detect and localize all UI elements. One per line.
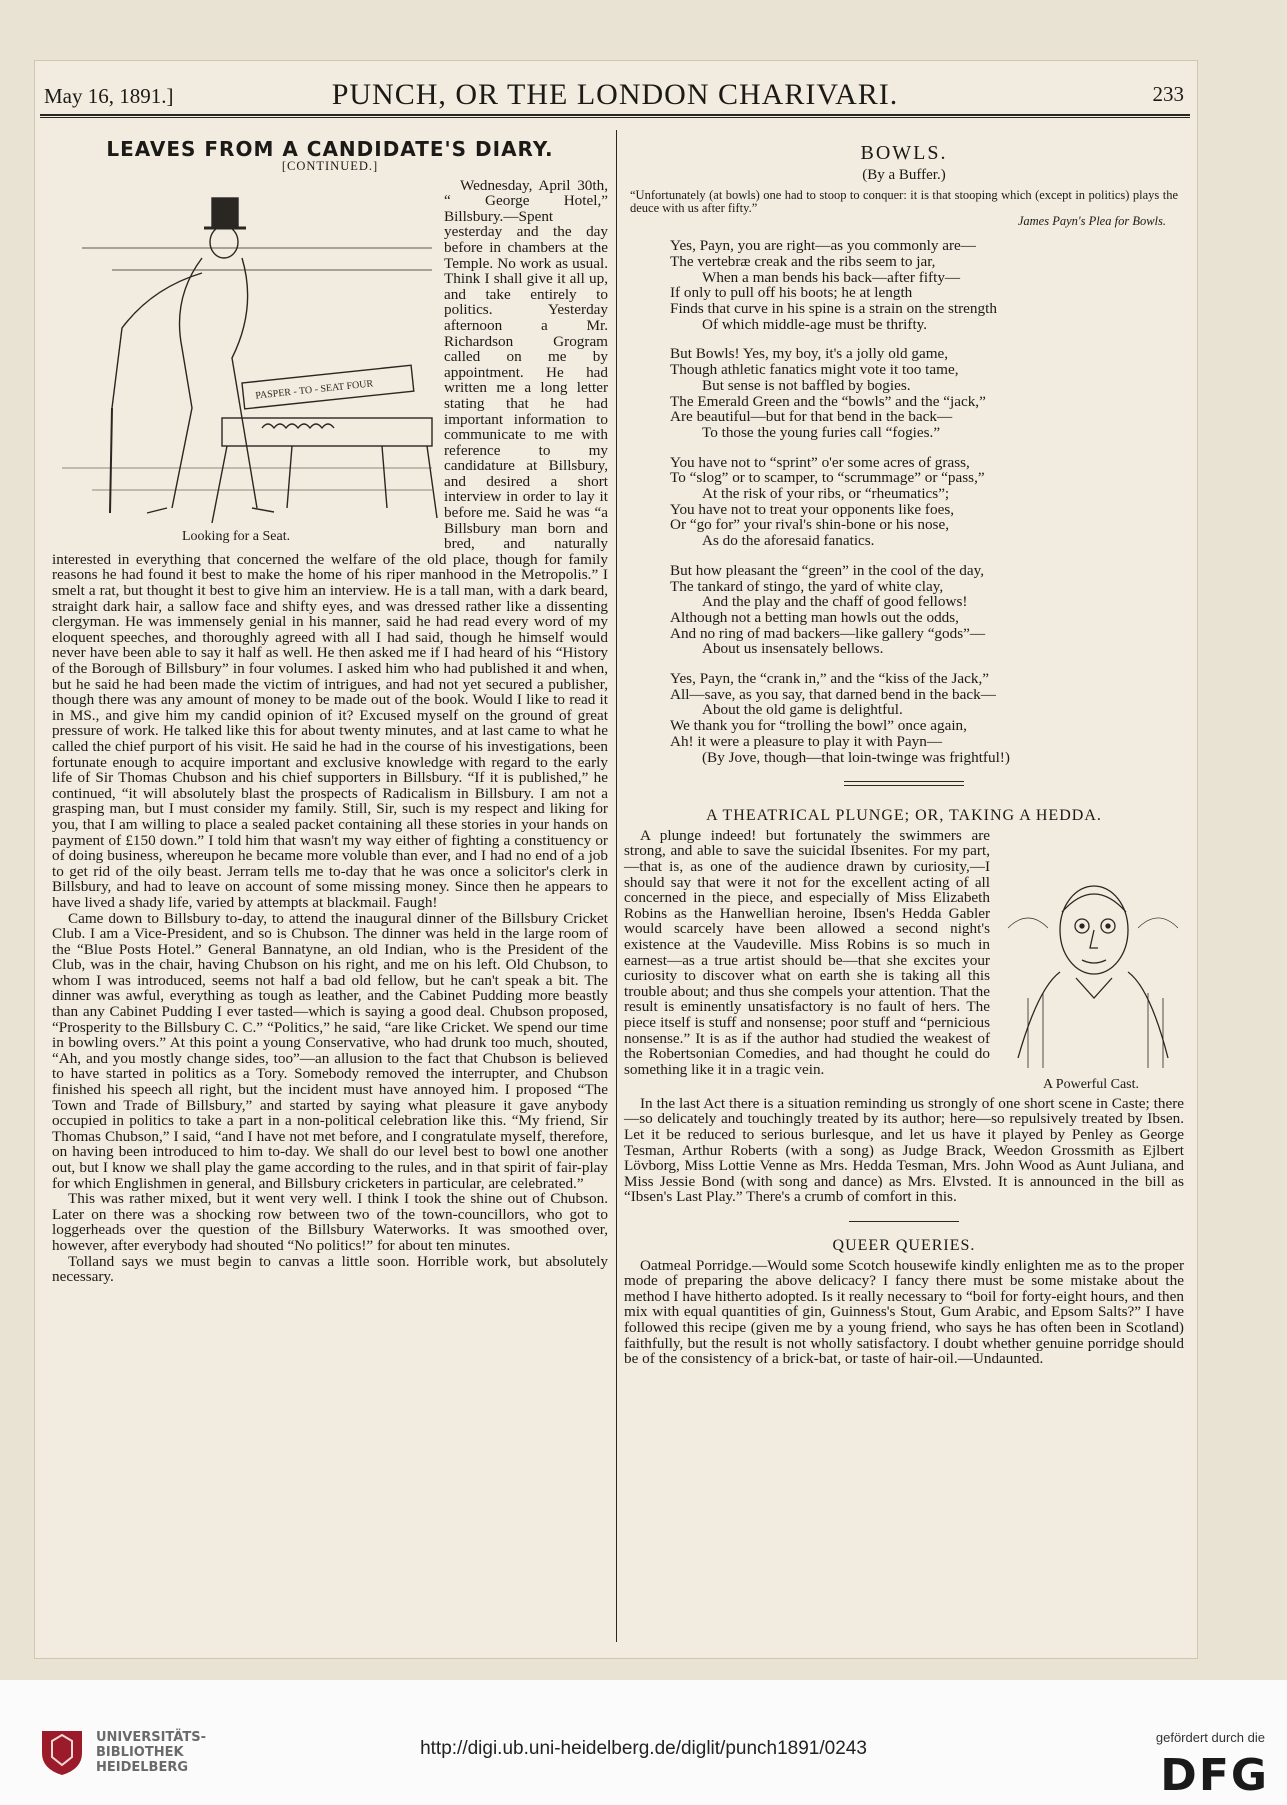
figure-caption-seat: Looking for a Seat. [182,529,291,545]
portrait-drawing [998,868,1184,1074]
header-rule-thin [40,117,1190,118]
poem-line: Although not a betting man howls out the odds, [670,608,959,626]
poem-line: (By Jove, though—that loin-twinge was frightful!) [702,748,1010,766]
stanza-5 [670,671,1184,765]
poem-line: When a man bends his back—after fifty— [702,268,961,286]
theatrical-title: A THEATRICAL PLUNGE; OR, TAKING A HEDDA. [706,807,1102,825]
old-man-bench-drawing [52,178,438,530]
poem-line: Yes, Payn, the “crank in,” and the “kiss of the Jack,” [670,670,989,688]
page-number: 233 [1152,82,1184,106]
illustration-powerful-cast [998,868,1184,1094]
poem-line: At the risk of your ribs, or “rheumatics”; [702,485,950,503]
stanza-2 [670,346,1184,440]
poem-line: To “slog” or to scamper, to “scrummage” or “pass,” [670,469,985,487]
poem-line: But sense is not baffled by bogies. [702,376,911,394]
article-candidates-diary [52,137,608,1286]
poem-line: If only to pull off his boots; he at length [670,284,913,302]
poem-line: The vertebræ creak and the ribs seem to jar, [670,252,936,270]
diary-paragraph-4: Tolland says we must begin to canvas a little soon. Horrible work, but absolutely necessary. [52,1252,608,1286]
dfg-logo: DFG [1160,1750,1269,1801]
poem-line: To those the young furies call “fogies.” [702,423,941,441]
poem-line: Or “go for” your rival's shin-bone or his nose, [670,516,950,534]
institution-line: HEIDELBERG [96,1760,189,1775]
continued-label: [CONTINUED.] [281,158,379,173]
column-divider [616,130,617,1642]
poem-line: Yes, Payn, you are right—as you commonly are— [670,237,976,255]
poem-line: But how pleasant the “green” in the cool of the day, [670,561,985,579]
poem-line: About the old game is delightful. [702,701,903,719]
diary-paragraph-2: Came down to Billsbury to-day, to attend the inaugural dinner of the Billsbury Cricket Club. I am a Vice-President, and so is Chubson. The dinner was held in the large room of the “Blue Posts Hotel.” General Bannatyne, an old Indian, who is the President of the Club, was in the chair, having Chubson on his right, and me on his left. Old Chubson, to whom I was introduced, seems not half a bad old fellow, but he can't speak a bit. The dinner was awful, everything as tough as leather, and the Cabinet Pudding more beastly than any Cabinet Pudding I ever tasted—which is saying a good deal. Chubson proposed, “Prosperity to the Billsbury C. C.” “Politics,” he said, “are like Cricket. We spend our time in bowling overs.” At this point a young Conservative, who had drunk too much, shouted, “Ah, and you mostly change sides, too”—an allusion to the fact that Chubson is believed to have started in politics as a Tory. Somebody removed the interrupter, and Chubson finished his speech all right, but the incident must have annoyed him. I proposed “The Town and Trade of Billsbury,” and started by saying what pleasure it gave anybody occupied in politics to take a part in a non-political celebration like this. “My friend, Sir Thomas Chubson,” I said, “and I have not met before, and I congratulate myself, therefore, on having been introduced to him to-day. We shall do our level best to bowl one another out, but I know we shall play the game according to the rules, and in that spirit of fair-play for which Englishmen in general, and Billsbury cricketers in particular, are celebrated.” [52,909,608,1192]
issue-date: May 16, 1891.] [44,84,174,108]
digitization-footer [0,1680,1287,1805]
page-header [40,70,1190,114]
poem-line: As do the aforesaid fanatics. [702,532,875,550]
stanza-3 [670,455,1184,549]
queer-queries-title: QUEER QUERIES. [832,1237,976,1255]
stanza-1 [670,238,1184,332]
poem-line: Are beautiful—but for that bend in the back— [670,408,953,426]
masthead-title: PUNCH, OR THE LONDON CHARIVARI. [331,78,899,111]
article-title: LEAVES FROM A CANDIDATE'S DIARY. [106,137,554,161]
poem-line: Finds that curve in his spine is a strain on the strength [670,300,997,317]
poem-line: The Emerald Green and the “bowls” and the “jack,” [670,392,986,410]
article-bowls [624,142,1184,1367]
institution-line: BIBLIOTHEK [96,1745,184,1760]
theatrical-paragraph-1: A plunge indeed! but fortunately the swimmers are strong, and able to save the suicidal Ibsenites. For my part,—that is, as one of the audience drawn by curiosity,—I should say that were it not for the excellent acting of all concerned in the piece, and especially of Miss Elizabeth Robins as the Hanwellian heroine, Ibsen's Hedda Gabler would scarcely have been allowed a second night's existence at the Vaudeville. Miss Robins is so much in earnest—as a true artist should be—that she excites your curiosity to discover what on earth she is taking all this trouble about; and thus she compels your attention. That the result is eminently unsatisfactory is no fault of hers. The piece itself is stuff and nonsense; poor stuff and “pernicious nonsense.” It is as if the author had studied the weakest of the Robertsonian Comedies, and had thought he could do something like it in a tragic vein. [624,826,990,1078]
poem-line: The tankard of stingo, the yard of white clay, [670,577,944,595]
bowls-epigraph: “Unfortunately (at bowls) one had to stoop to conquer: it is that stooping which (except in politics) plays the deuce with us after fifty.” [630,188,1178,216]
stanza-4 [670,563,1184,657]
figure-caption-cast: A Powerful Cast. [1042,1077,1140,1093]
diary-paragraph-1: Wednesday, April 30th, “ George Hotel,” Billsbury.—Spent yesterday and the day before in chambers at the Temple. No work as usual. Think I shall give it all up, and take entirely to politics. Yesterday afternoon a Mr. Richardson Grogram called on me by appointment. He had written me a long letter stating that he had important information to communicate to me with reference to my candidature at Billsbury, and desired a short interview in order to lay it before me. Said he was “a Billsbury man born and bred, and naturally interested in everything that concerned the welfare of the old place, though for family reasons he had found it best to make the home of his riper manhood in the Metropolis.” I smelt a rat, but thought it best to give him an interview. He is a tall man, with a dark beard, straight dark hair, a sallow face and shifty eyes, and was dressed rather like a dissenting clergyman. He was immensely genial in his manner, said he had read every word of my eloquent speeches, and thoroughly agreed with all I had said, though he himself would never have been able to say it half as well. He then asked me if I had heard of his “History of the Borough of Billsbury” in four volumes. I asked him who had published it and when, but he said he had been made the victim of intrigues, and had not yet secured a publisher, though there was any amount of money to be made out of the book. Would I like to read it in MS., and give him my candid opinion of it? Excused myself on the ground of great pressure of work. He talked like this for about twenty minutes, and at last came to what he called the chief purport of his visit. He said he had in the course of his investigations, been fortunate enough to acquire important and exclusive knowledge with regard to the early life of Sir Thomas Chubson and his chief supporters in Billsbury. “If it is published,” he continued, “it will absolutely blast the prospects of Radicalism in Billsbury. I am not a grasping man, but I must consider my family. Still, Sir, such is my respect and liking for you, that I am willing to place a sealed packet containing all these stories in your hands on payment of £150 down.” I told him that wasn't my way either of fighting a constituency or of doing business, whereupon he became more voluble than ever, and I had no end of a job to get rid of the oily beast. Jerram tells me to-day that he was once a solicitor's clerk in Billsbury, and had to leave on account of some missing money. Since then he appears to have lived a shady life, varied by attempts at blackmail. Faugh! [52,176,608,911]
institution-line: UNIVERSITÄTS- [96,1730,206,1745]
queer-queries-paragraph: Oatmeal Porridge.—Would some Scotch housewife kindly enlighten me as to the proper mode of preparing the above delicacy? I fancy there must be some mistake about the method I have hitherto adopted. Is it really necessary to “boil for forty-eight hours, and then mix with equal quantities of gin, Guinness's Stout, Gum Arabic, and Epsom Salts?” I have followed this recipe (given me by a young friend, who says he has often been in Scotland) faithfully, but the result is not wholly satisfactory. I doubt whether genuine porridge should be of the consistency of a brick-bat, or taste of hair-oil.—Undaunted. [624,1256,1184,1368]
poem-line: Of which middle-age must be thrifty. [702,315,928,333]
poem-line: And the play and the chaff of good fellows! [702,593,968,611]
theatrical-paragraph-2: In the last Act there is a situation reminding us strongly of one short scene in Caste; there—so delicately and touchingly treated by its author; here—so repulsively treated by Ibsen. Let it be reduced to serious burlesque, and let us have it played by Penley as George Tesman, Arthur Roberts (with a song) as Judge Brack, Weedon Grossmith as Ejlbert Lövborg, Miss Lottie Venne as Mrs. Hedda Tesman, Mrs. John Wood as Aunt Juliana, and Miss Jessie Bond (with song and dance) as Mrs. Elvsted. It is announced in the bill as “Ibsen's Last Play.” There's a crumb of comfort in this. [624,1094,1184,1206]
poem-line: Though athletic fanatics might vote it too tame, [670,361,959,379]
poem-line: Ah! it were a pleasure to play it with Payn— [670,732,943,750]
poem-line: You have not to “sprint” o'er some acres of grass, [670,453,970,471]
poem-line: And no ring of mad backers—like gallery “gods”— [670,624,986,642]
section-divider [844,781,964,786]
illustration-looking-for-a-seat [52,178,438,548]
bowls-poem [624,238,1184,765]
poem-line: All—save, as you say, that darned bend in the back— [670,685,996,703]
permalink[interactable]: http://digi.ub.uni-heidelberg.de/diglit/punch1891/0243 [420,1738,867,1759]
diary-paragraph-3: This was rather mixed, but it went very well. I think I took the shine out of Chubson. Later on there was a shocking row between two of the town-councillors, who got to loggerheads over the question of the Billsbury Waterworks. It was smoothed over, however, after everybody had shouted “No politics!” for about ten minutes. [52,1190,608,1254]
header-rule [40,114,1190,116]
sponsor-label: gefördert durch die [1155,1730,1265,1745]
poem-line: We thank you for “trolling the bowl” once again, [670,717,967,735]
section-divider [849,1221,959,1222]
bowls-byline: (By a Buffer.) [862,166,946,183]
poem-line: About us insensately bellows. [702,640,884,658]
poem-line: But Bowls! Yes, my boy, it's a jolly old game, [670,345,949,363]
poem-line: You have not to treat your opponents like foes, [670,500,955,518]
bowls-title: BOWLS. [860,142,948,164]
bench-sign-text: PASPER - TO - SEAT FOUR [254,377,374,402]
bowls-epigraph-source: James Payn's Plea for Bowls. [1017,214,1166,229]
